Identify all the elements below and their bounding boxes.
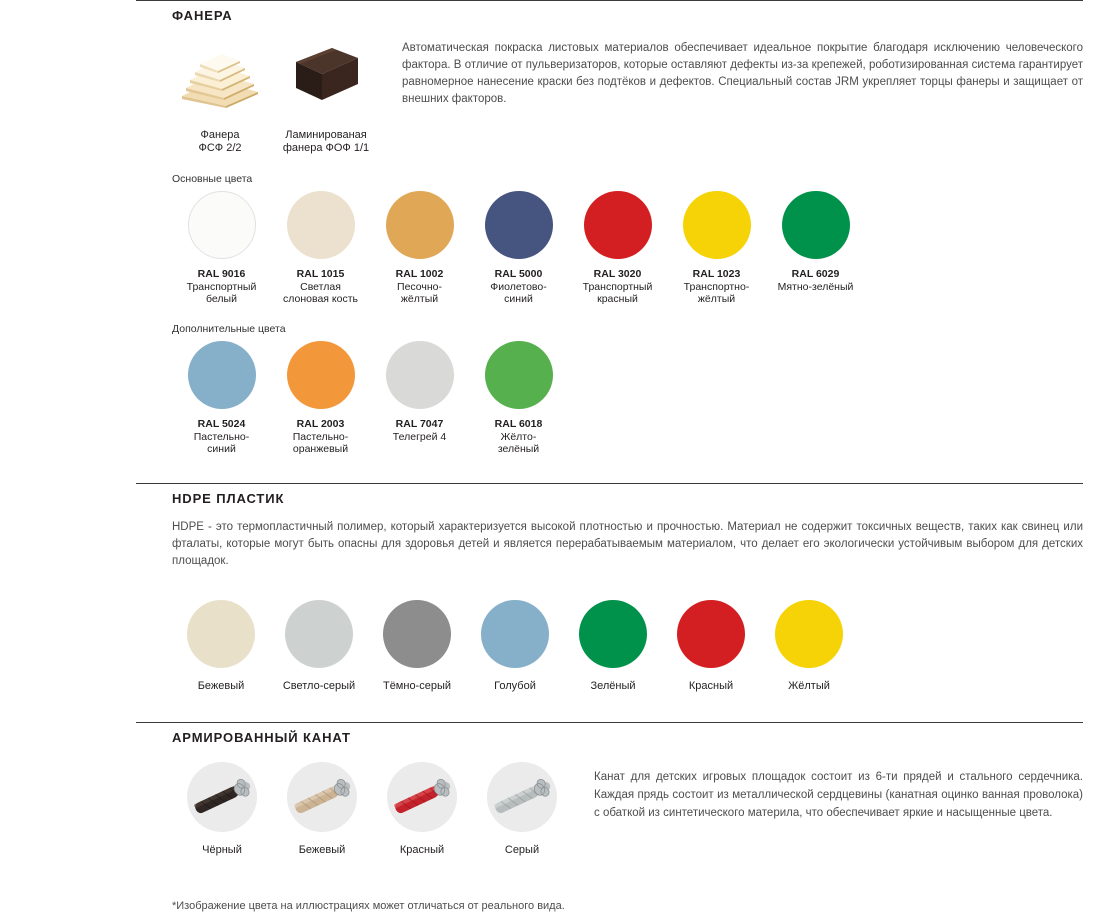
color-circle bbox=[579, 600, 647, 668]
caption-line-2: фанера ФОФ 1/1 bbox=[282, 142, 370, 154]
color-code: RAL 5000 bbox=[494, 268, 543, 280]
rope-swatch-black[interactable] bbox=[172, 762, 272, 856]
color-swatch-ral-9016[interactable] bbox=[172, 191, 271, 305]
caption-line-1: Ламинированая bbox=[285, 129, 367, 141]
color-name: Красный bbox=[688, 680, 734, 692]
color-name-line-2: зелёный bbox=[497, 443, 540, 455]
color-swatch-ral-1023[interactable] bbox=[667, 191, 766, 305]
section-header-rope bbox=[0, 722, 1110, 752]
hdpe-swatch-light-grey[interactable] bbox=[270, 600, 368, 692]
rope-circle bbox=[287, 762, 357, 832]
color-circle bbox=[485, 341, 553, 409]
divider-line bbox=[136, 722, 1083, 723]
color-swatch-ral-5024[interactable] bbox=[172, 341, 271, 455]
hdpe-description: HDPE - это термопластичный полимер, который характеризуется высокой плотностью и прочностью. Материал не содержит токсичных веществ, таких как свинец или фталаты, которые могут быть опасны для здоровья детей и является перерабатываемым материалом, что делает его экологически устойчивым выбором для детских площадок. bbox=[172, 521, 1083, 567]
caption-line-1: Фанера bbox=[200, 129, 240, 141]
plywood-description: Автоматическая покраска листовых материалов обеспечивает идеальное покрытие благодаря исключению человеческого фактора. В отличие от пульверизаторов, которые оставляют дефекты из-за крепежей, роботизированная система гарантирует равномерное нанесение краски без подтёков и дефектов. Специальный состав JRM укрепляет торцы фанеры и защищает от внешних факторов. bbox=[402, 42, 1083, 105]
color-circle bbox=[584, 191, 652, 259]
color-circle bbox=[383, 600, 451, 668]
hdpe-swatch-yellow[interactable] bbox=[760, 600, 858, 692]
plywood-sheets-icon bbox=[178, 46, 262, 108]
hdpe-colors-row bbox=[0, 600, 1110, 692]
color-circle bbox=[683, 191, 751, 259]
color-name-line-1: Телегрей 4 bbox=[392, 431, 447, 443]
color-name-line-2: синий bbox=[207, 443, 236, 455]
color-name-line-1: Фиолетово- bbox=[490, 281, 547, 293]
color-name-line-1: Жёлто- bbox=[500, 431, 537, 443]
section-title-plywood: ФАНЕРА bbox=[172, 7, 233, 23]
rope-swatch-beige[interactable] bbox=[272, 762, 372, 856]
hdpe-swatch-dark-grey[interactable] bbox=[368, 600, 466, 692]
color-swatch-ral-5000[interactable] bbox=[469, 191, 568, 305]
color-name: Зелёный bbox=[590, 680, 636, 692]
rope-icon bbox=[187, 762, 257, 832]
rope-icon bbox=[287, 762, 357, 832]
rope-circle bbox=[387, 762, 457, 832]
color-swatch-ral-7047[interactable] bbox=[370, 341, 469, 455]
laminated-plywood-icon bbox=[288, 44, 362, 110]
color-name-line-2: синий bbox=[504, 293, 533, 305]
color-circle bbox=[285, 600, 353, 668]
rope-circle bbox=[487, 762, 557, 832]
color-code: RAL 3020 bbox=[593, 268, 642, 280]
plywood-sample-list bbox=[172, 34, 374, 155]
color-name-line-1: Транспортный bbox=[582, 281, 653, 293]
color-name: Голубой bbox=[494, 680, 536, 692]
footnote: *Изображение цвета на иллюстрациях может отличаться от реального вида. bbox=[172, 900, 565, 912]
color-swatch-ral-2003[interactable] bbox=[271, 341, 370, 455]
plywood-intro-block bbox=[0, 34, 1110, 155]
color-name-line-1: Мятно-зелёный bbox=[777, 281, 854, 293]
color-name-line-2: красный bbox=[597, 293, 638, 305]
color-name-line-2: оранжевый bbox=[292, 443, 349, 455]
color-circle bbox=[287, 341, 355, 409]
color-name: Бежевый bbox=[197, 680, 245, 692]
plywood-fsf-image bbox=[172, 34, 268, 119]
color-name: Серый bbox=[504, 844, 540, 856]
color-circle bbox=[287, 191, 355, 259]
hdpe-swatch-red[interactable] bbox=[662, 600, 760, 692]
plywood-group-label-extra: Дополнительные цвета bbox=[172, 323, 286, 335]
color-circle bbox=[481, 600, 549, 668]
color-name-line-2: белый bbox=[206, 293, 237, 305]
color-name-line-1: Светлая bbox=[300, 281, 341, 293]
color-circle bbox=[775, 600, 843, 668]
divider-line bbox=[136, 483, 1083, 484]
plywood-main-colors-row bbox=[0, 191, 1110, 305]
rope-swatch-red[interactable] bbox=[372, 762, 472, 856]
color-code: RAL 2003 bbox=[296, 418, 345, 430]
section-header-hdpe bbox=[0, 483, 1110, 513]
color-circle bbox=[188, 191, 256, 259]
plywood-sample-fsf bbox=[172, 34, 268, 155]
color-circle bbox=[677, 600, 745, 668]
color-name-line-2: жёлтый bbox=[400, 293, 439, 305]
color-code: RAL 9016 bbox=[197, 268, 246, 280]
color-swatch-ral-1002[interactable] bbox=[370, 191, 469, 305]
color-code: RAL 1002 bbox=[395, 268, 444, 280]
color-name: Красный bbox=[399, 844, 445, 856]
rope-icon bbox=[487, 762, 557, 832]
color-name-line-1: Транспортный bbox=[186, 281, 257, 293]
hdpe-swatch-beige[interactable] bbox=[172, 600, 270, 692]
color-code: RAL 1015 bbox=[296, 268, 345, 280]
color-name-line-1: Пастельно- bbox=[193, 431, 250, 443]
hdpe-swatch-blue[interactable] bbox=[466, 600, 564, 692]
section-title-hdpe: HDPE ПЛАСТИК bbox=[172, 490, 285, 506]
section-header-plywood bbox=[0, 0, 1110, 30]
color-name-line-2: жёлтый bbox=[697, 293, 736, 305]
rope-block bbox=[0, 762, 1110, 856]
color-code: RAL 6018 bbox=[494, 418, 543, 430]
rope-swatch-grey[interactable] bbox=[472, 762, 572, 856]
color-swatch-ral-6029[interactable] bbox=[766, 191, 865, 305]
color-code: RAL 5024 bbox=[197, 418, 246, 430]
rope-circle bbox=[187, 762, 257, 832]
color-name: Тёмно-серый bbox=[382, 680, 452, 692]
rope-icon bbox=[387, 762, 457, 832]
color-name-line-2: слоновая кость bbox=[283, 293, 358, 305]
plywood-extra-colors-row bbox=[0, 341, 1110, 455]
color-circle bbox=[485, 191, 553, 259]
color-name-line-1: Песочно- bbox=[397, 281, 442, 293]
color-swatch-ral-1015[interactable] bbox=[271, 191, 370, 305]
color-name: Жёлтый bbox=[788, 680, 830, 692]
divider-line bbox=[136, 0, 1083, 1]
section-title-rope: АРМИРОВАННЫЙ КАНАТ bbox=[172, 729, 351, 745]
color-code: RAL 6029 bbox=[791, 268, 840, 280]
color-code: RAL 1023 bbox=[692, 268, 741, 280]
color-code: RAL 7047 bbox=[395, 418, 444, 430]
color-name: Бежевый bbox=[298, 844, 346, 856]
color-circle bbox=[386, 191, 454, 259]
plywood-laminated-image bbox=[278, 34, 374, 119]
hdpe-swatch-green[interactable] bbox=[564, 600, 662, 692]
color-swatch-ral-6018[interactable] bbox=[469, 341, 568, 455]
rope-description: Канат для детских игровых площадок состоит из 6-ти прядей и стального сердечника. Каждая прядь состоит из металлической сердцевины (канатная оцинко ванная проволока) с обаткой из синтетического материла, что обеспечивает яркие и насыщенные цвета. bbox=[594, 771, 1083, 819]
caption-line-2: ФСФ 2/2 bbox=[198, 142, 242, 154]
plywood-laminated-caption bbox=[278, 129, 374, 155]
color-swatch-ral-3020[interactable] bbox=[568, 191, 667, 305]
plywood-sample-laminated bbox=[278, 34, 374, 155]
color-name-line-1: Транспортно- bbox=[683, 281, 750, 293]
plywood-fsf-caption bbox=[172, 129, 268, 155]
color-circle bbox=[386, 341, 454, 409]
color-name: Чёрный bbox=[202, 844, 242, 856]
color-circle bbox=[187, 600, 255, 668]
color-name-line-1: Пастельно- bbox=[292, 431, 349, 443]
color-circle bbox=[782, 191, 850, 259]
plywood-group-label-main: Основные цвета bbox=[172, 173, 253, 185]
rope-colors-row bbox=[172, 762, 572, 856]
color-circle bbox=[188, 341, 256, 409]
color-name: Светло-серый bbox=[282, 680, 356, 692]
